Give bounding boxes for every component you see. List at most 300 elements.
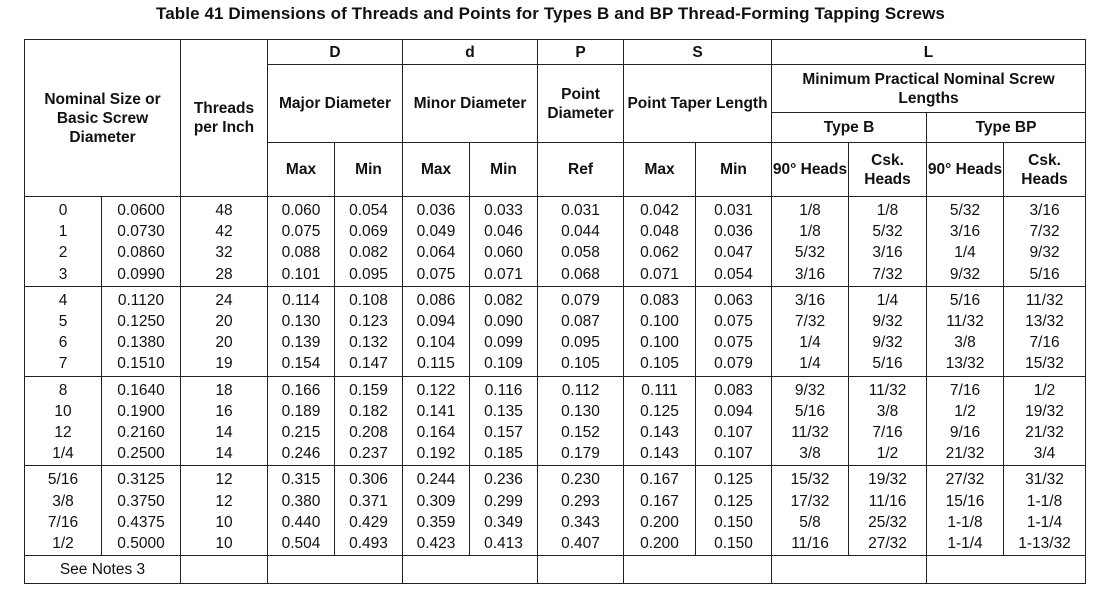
- cell-value: 0.090: [484, 313, 523, 331]
- cell-value: 0.493: [349, 535, 388, 553]
- cell-value: 0.5000: [117, 535, 165, 553]
- header-point-taper-length: Point Taper Length: [624, 65, 772, 143]
- cell-major-max: [268, 376, 335, 466]
- cell-value: 1/8: [876, 202, 899, 219]
- cell-value: 1-1/4: [1026, 513, 1063, 531]
- cell-value: 20: [215, 313, 233, 331]
- cell-value: 0.504: [281, 535, 321, 553]
- cell-taper-min: [696, 197, 772, 287]
- cell-value: 9/32: [872, 334, 903, 352]
- cell-value: 0.033: [484, 202, 523, 219]
- cell-value: 1-13/32: [1018, 535, 1071, 553]
- cell-value: 0.105: [640, 355, 679, 373]
- empty-cell: [624, 556, 772, 584]
- cell-value: 3/4: [1033, 445, 1056, 463]
- cell-value: 9/32: [872, 313, 903, 331]
- header-P: P: [538, 40, 624, 65]
- empty-cell: [181, 556, 268, 584]
- cell-value: 0.1900: [117, 402, 165, 420]
- cell-value: 0.440: [281, 513, 321, 531]
- cell-value: 3/8: [954, 334, 976, 352]
- cell-value: 0.2500: [117, 445, 165, 463]
- cell-value: 0.107: [714, 424, 753, 442]
- header-d: d: [403, 40, 538, 65]
- cell-value: 15/32: [790, 471, 830, 489]
- cell-value: 0.309: [416, 492, 456, 510]
- cell-value: 0.095: [561, 334, 600, 352]
- table-title: Table 41 Dimensions of Threads and Points for Types B and BP Thread-Forming Tapping Screws: [156, 4, 945, 23]
- cell-minor-min: [470, 466, 538, 556]
- cell-value: 0.413: [484, 535, 523, 553]
- header-nominal-size: Nominal Size or Basic Screw Diameter: [25, 40, 181, 197]
- cell-value: 0.087: [561, 313, 600, 331]
- cell-value: 10: [54, 402, 72, 420]
- cell-value: 1/8: [799, 202, 821, 219]
- cell-value: 0.031: [714, 202, 753, 219]
- cell-value: 0.343: [561, 513, 600, 531]
- cell-value: 0.423: [416, 535, 456, 553]
- header-S: S: [624, 40, 772, 65]
- cell-value: 0.036: [416, 202, 456, 219]
- cell-value: 7/16: [872, 424, 903, 442]
- cell-value: 0.182: [349, 402, 388, 420]
- cell-threads-per-inch: [181, 466, 268, 556]
- cell-type-b-90-heads: [772, 286, 849, 376]
- cell-value: 32: [215, 244, 233, 262]
- header-minor-diameter: Minor Diameter: [403, 65, 538, 143]
- cell-value: 1/4: [876, 291, 899, 309]
- cell-value: 7/32: [1029, 223, 1060, 241]
- cell-value: 0.179: [561, 445, 600, 463]
- header-major-diameter: Major Diameter: [268, 65, 403, 143]
- cell-value: 0.100: [640, 313, 679, 331]
- empty-cell: [538, 556, 624, 584]
- cell-value: 0.109: [484, 355, 523, 373]
- cell-value: 7/16: [949, 381, 981, 399]
- cell-minor-min: [470, 197, 538, 287]
- cell-value: 5/16: [794, 402, 826, 420]
- cell-value: 0.185: [484, 445, 523, 463]
- cell-type-b-csk-heads: [849, 376, 927, 466]
- cell-value: 12: [54, 424, 72, 442]
- cell-value: 0.429: [349, 513, 388, 531]
- cell-value: 1/2: [876, 445, 899, 463]
- cell-value: 0.125: [714, 492, 753, 510]
- cell-value: 0.167: [640, 492, 679, 510]
- cell-value: 0.123: [349, 313, 388, 331]
- cell-value: 0.031: [561, 202, 600, 219]
- cell-minor-min: [470, 286, 538, 376]
- cell-value: 11/32: [791, 424, 829, 442]
- cell-value: 0.359: [416, 513, 456, 531]
- cell-major-min: [335, 197, 403, 287]
- cell-value: 42: [215, 223, 233, 241]
- cell-value: 0.107: [714, 445, 753, 463]
- cell-value: 0.4375: [117, 513, 165, 531]
- cell-minor-max: [403, 197, 470, 287]
- cell-value: 0.200: [640, 535, 679, 553]
- cell-value: 3/16: [794, 291, 826, 309]
- cell-value: 0.132: [349, 334, 388, 352]
- cell-value: 0.189: [281, 402, 321, 420]
- cell-value: 0.237: [349, 445, 388, 463]
- cell-value: 0.299: [484, 492, 523, 510]
- cell-value: 0.147: [349, 355, 388, 373]
- cell-value: 0.2160: [117, 424, 165, 442]
- cell-value: 0.099: [484, 334, 523, 352]
- cell-type-bp-csk-heads: [1004, 466, 1086, 556]
- cell-value: 0.0990: [117, 265, 165, 283]
- cell-value: 0.139: [281, 334, 321, 352]
- cell-value: 0.349: [484, 513, 523, 531]
- cell-value: 0.042: [640, 202, 679, 219]
- cell-value: 1-1/8: [1026, 492, 1063, 510]
- cell-nominal-size: [25, 376, 102, 466]
- cell-value: 0.293: [561, 492, 600, 510]
- cell-value: 48: [215, 202, 233, 219]
- cell-value: 0.315: [281, 471, 321, 489]
- cell-type-bp-90-heads: [927, 466, 1004, 556]
- cell-value: 0.047: [714, 244, 753, 262]
- cell-value: 0.141: [416, 402, 456, 420]
- cell-value: 1/4: [799, 355, 821, 373]
- cell-value: 15/16: [945, 492, 985, 510]
- header-ref: Ref: [538, 143, 624, 197]
- cell-type-b-csk-heads: [849, 197, 927, 287]
- cell-value: 0.049: [416, 223, 456, 241]
- empty-cell: [927, 556, 1086, 584]
- cell-value: 0.075: [714, 334, 753, 352]
- cell-value: 19/32: [868, 471, 907, 489]
- cell-value: 0.044: [561, 223, 600, 241]
- cell-value: 3/16: [794, 265, 826, 283]
- cell-value: 0.125: [714, 471, 753, 489]
- cell-value: 27/32: [945, 471, 985, 489]
- cell-value: 0.246: [281, 445, 321, 463]
- cell-value: 0.100: [640, 334, 679, 352]
- cell-value: 0.192: [416, 445, 456, 463]
- cell-value: 0.1510: [117, 355, 165, 373]
- cell-value: 0.215: [281, 424, 321, 442]
- cell-value: 0.111: [641, 381, 678, 399]
- cell-value: 0.075: [281, 223, 321, 241]
- header-min: Min: [696, 143, 772, 197]
- cell-value: 0.130: [281, 313, 321, 331]
- header-point-diameter: Point Diameter: [538, 65, 624, 143]
- cell-type-bp-90-heads: [927, 376, 1004, 466]
- cell-value: 6: [58, 334, 68, 352]
- cell-type-b-90-heads: [772, 376, 849, 466]
- cell-type-bp-90-heads: [927, 286, 1004, 376]
- cell-value: 3/8: [876, 402, 899, 420]
- cell-value: 0.112: [561, 381, 600, 399]
- cell-value: 0.082: [484, 291, 523, 309]
- cell-type-bp-csk-heads: [1004, 197, 1086, 287]
- cell-value: 1/4: [954, 244, 976, 262]
- cell-major-min: [335, 376, 403, 466]
- cell-taper-max: [624, 286, 696, 376]
- cell-value: 1-1/8: [947, 513, 983, 531]
- table-row-group: [25, 466, 1086, 556]
- header-90-heads: 90° Heads: [927, 143, 1004, 197]
- cell-value: 0.159: [349, 381, 388, 399]
- cell-value: 0.167: [640, 471, 679, 489]
- cell-basic-diameter: [102, 197, 181, 287]
- cell-taper-max: [624, 376, 696, 466]
- header-csk-heads: Csk. Heads: [849, 143, 927, 197]
- cell-value: 14: [215, 445, 233, 463]
- cell-type-b-90-heads: [772, 466, 849, 556]
- cell-taper-min: [696, 376, 772, 466]
- cell-value: 0.116: [484, 381, 523, 399]
- cell-value: 5/16: [47, 471, 79, 489]
- cell-value: 0.3750: [117, 492, 165, 510]
- cell-value: 3/16: [1029, 202, 1060, 219]
- cell-value: 1-1/4: [947, 535, 983, 553]
- cell-value: 0.101: [281, 265, 321, 283]
- cell-value: 19: [215, 355, 233, 373]
- cell-value: 10: [215, 513, 233, 531]
- cell-basic-diameter: [102, 466, 181, 556]
- cell-minor-max: [403, 376, 470, 466]
- cell-value: 2: [58, 244, 68, 262]
- cell-point-diameter-ref: [538, 197, 624, 287]
- cell-value: 0.075: [416, 265, 456, 283]
- cell-value: 0.075: [714, 313, 753, 331]
- cell-value: 0.068: [561, 265, 600, 283]
- cell-nominal-size: [25, 197, 102, 287]
- cell-value: 0.062: [640, 244, 679, 262]
- cell-value: 5: [58, 313, 68, 331]
- empty-cell: [268, 556, 403, 584]
- cell-value: 11/16: [791, 535, 829, 553]
- header-min: Min: [470, 143, 538, 197]
- header-min: Min: [335, 143, 403, 197]
- header-min-practical-lengths: Minimum Practical Nominal Screw Lengths: [772, 65, 1086, 113]
- header-L: L: [772, 40, 1086, 65]
- cell-value: 0.1120: [117, 291, 165, 309]
- cell-value: 3/16: [949, 223, 981, 241]
- cell-value: 5/16: [872, 355, 903, 373]
- cell-value: 0.082: [349, 244, 388, 262]
- cell-value: 0: [58, 202, 68, 219]
- header-max: Max: [403, 143, 470, 197]
- cell-value: 9/32: [794, 381, 826, 399]
- cell-point-diameter-ref: [538, 466, 624, 556]
- cell-value: 9/32: [949, 265, 981, 283]
- cell-value: 0.063: [714, 291, 753, 309]
- cell-value: 0.104: [416, 334, 456, 352]
- header-90-heads: 90° Heads: [772, 143, 849, 197]
- cell-value: 11/16: [868, 492, 907, 510]
- cell-value: 0.407: [561, 535, 600, 553]
- cell-value: 18: [215, 381, 233, 399]
- cell-value: 0.048: [640, 223, 679, 241]
- cell-value: 0.236: [484, 471, 523, 489]
- cell-value: 0.166: [281, 381, 321, 399]
- cell-taper-min: [696, 286, 772, 376]
- table-row-group: [25, 376, 1086, 466]
- cell-value: 0.114: [282, 291, 320, 309]
- cell-value: 1/8: [799, 223, 821, 241]
- cell-value: 5/16: [949, 291, 981, 309]
- cell-value: 17/32: [790, 492, 830, 510]
- cell-value: 0.0860: [117, 244, 165, 262]
- cell-value: 0.079: [561, 291, 600, 309]
- cell-major-min: [335, 286, 403, 376]
- cell-value: 13/32: [1025, 313, 1064, 331]
- cell-point-diameter-ref: [538, 286, 624, 376]
- cell-value: 0.046: [484, 223, 523, 241]
- cell-value: 7: [58, 355, 68, 373]
- header-type-bp: Type BP: [927, 113, 1086, 143]
- cell-value: 0.064: [416, 244, 456, 262]
- cell-value: 0.060: [281, 202, 321, 219]
- cell-value: 3: [58, 265, 68, 283]
- cell-value: 0.0600: [117, 202, 165, 219]
- header-max: Max: [624, 143, 696, 197]
- cell-value: 14: [215, 424, 233, 442]
- cell-value: 5/32: [872, 223, 903, 241]
- cell-major-max: [268, 197, 335, 287]
- empty-cell: [772, 556, 927, 584]
- cell-value: 15/32: [1025, 355, 1064, 373]
- cell-value: 1: [58, 223, 68, 241]
- cell-value: 7/32: [794, 313, 826, 331]
- cell-value: 0.088: [281, 244, 321, 262]
- cell-value: 0.083: [640, 291, 679, 309]
- cell-value: 0.306: [349, 471, 388, 489]
- empty-cell: [403, 556, 538, 584]
- cell-value: 7/16: [1029, 334, 1060, 352]
- cell-value: 0.200: [640, 513, 679, 531]
- cell-type-bp-csk-heads: [1004, 376, 1086, 466]
- cell-value: 25/32: [868, 513, 907, 531]
- cell-value: 10: [215, 535, 233, 553]
- cell-threads-per-inch: [181, 197, 268, 287]
- cell-point-diameter-ref: [538, 376, 624, 466]
- cell-value: 0.152: [561, 424, 600, 442]
- cell-value: 0.060: [484, 244, 523, 262]
- cell-value: 12: [215, 492, 233, 510]
- cell-type-bp-90-heads: [927, 197, 1004, 287]
- cell-value: 19/32: [1025, 402, 1064, 420]
- cell-value: 0.122: [416, 381, 456, 399]
- cell-value: 13/32: [945, 355, 985, 373]
- cell-value: 5/32: [949, 202, 981, 219]
- cell-value: 9/16: [949, 424, 981, 442]
- cell-value: 0.1640: [117, 381, 165, 399]
- notes-cell: See Notes 3: [25, 556, 181, 584]
- cell-value: 1/2: [954, 402, 976, 420]
- table-row-group: [25, 197, 1086, 287]
- cell-value: 24: [215, 291, 233, 309]
- header-threads-per-inch: Threads per Inch: [181, 40, 268, 197]
- cell-basic-diameter: [102, 286, 181, 376]
- cell-value: 7/16: [47, 513, 79, 531]
- cell-value: 3/8: [799, 445, 821, 463]
- cell-value: 0.115: [417, 355, 455, 373]
- cell-value: 0.125: [640, 402, 679, 420]
- cell-value: 9/32: [1029, 244, 1060, 262]
- cell-value: 0.164: [416, 424, 456, 442]
- cell-value: 0.094: [416, 313, 456, 331]
- cell-value: 0.154: [281, 355, 321, 373]
- cell-value: 21/32: [945, 445, 985, 463]
- cell-value: 5/8: [799, 513, 821, 531]
- table-row-group: [25, 286, 1086, 376]
- cell-value: 0.157: [484, 424, 523, 442]
- cell-value: 0.380: [281, 492, 321, 510]
- cell-taper-max: [624, 466, 696, 556]
- cell-value: 31/32: [1025, 471, 1064, 489]
- cell-value: 0.143: [640, 445, 679, 463]
- cell-major-max: [268, 286, 335, 376]
- cell-value: 0.069: [349, 223, 388, 241]
- cell-value: 21/32: [1025, 424, 1064, 442]
- cell-value: 0.143: [640, 424, 679, 442]
- cell-value: 0.071: [640, 265, 679, 283]
- cell-value: 0.244: [416, 471, 456, 489]
- cell-value: 4: [58, 291, 68, 309]
- cell-taper-max: [624, 197, 696, 287]
- cell-value: 0.150: [714, 513, 753, 531]
- cell-major-min: [335, 466, 403, 556]
- cell-value: 11/32: [868, 381, 907, 399]
- cell-value: 16: [215, 402, 233, 420]
- cell-value: 0.1250: [117, 313, 165, 331]
- header-type-b: Type B: [772, 113, 927, 143]
- cell-threads-per-inch: [181, 286, 268, 376]
- cell-value: 0.079: [714, 355, 753, 373]
- header-csk-heads: Csk. Heads: [1004, 143, 1086, 197]
- cell-value: 1/2: [52, 535, 74, 553]
- cell-value: 12: [215, 471, 233, 489]
- cell-value: 0.208: [349, 424, 388, 442]
- cell-value: 11/32: [1025, 291, 1064, 309]
- cell-value: 20: [215, 334, 233, 352]
- thread-dimensions-table: [24, 39, 1086, 584]
- cell-value: 1/4: [799, 334, 821, 352]
- cell-major-max: [268, 466, 335, 556]
- cell-value: 8: [58, 381, 68, 399]
- cell-value: 0.094: [714, 402, 753, 420]
- cell-value: 0.150: [714, 535, 753, 553]
- cell-value: 0.058: [561, 244, 600, 262]
- cell-minor-max: [403, 286, 470, 376]
- cell-value: 0.230: [561, 471, 600, 489]
- cell-nominal-size: [25, 466, 102, 556]
- header-D: D: [268, 40, 403, 65]
- cell-value: 7/32: [872, 265, 903, 283]
- cell-value: 0.371: [349, 492, 388, 510]
- cell-value: 28: [215, 265, 233, 283]
- cell-value: 0.3125: [117, 471, 165, 489]
- cell-minor-max: [403, 466, 470, 556]
- notes-row: [25, 556, 1086, 584]
- cell-value: 0.130: [561, 402, 600, 420]
- cell-value: 0.105: [561, 355, 600, 373]
- cell-value: 0.054: [714, 265, 753, 283]
- cell-threads-per-inch: [181, 376, 268, 466]
- cell-value: 3/16: [872, 244, 903, 262]
- cell-value: 0.071: [484, 265, 523, 283]
- cell-value: 0.036: [714, 223, 753, 241]
- cell-type-b-csk-heads: [849, 286, 927, 376]
- cell-value: 5/32: [794, 244, 826, 262]
- cell-value: 0.054: [349, 202, 388, 219]
- cell-taper-min: [696, 466, 772, 556]
